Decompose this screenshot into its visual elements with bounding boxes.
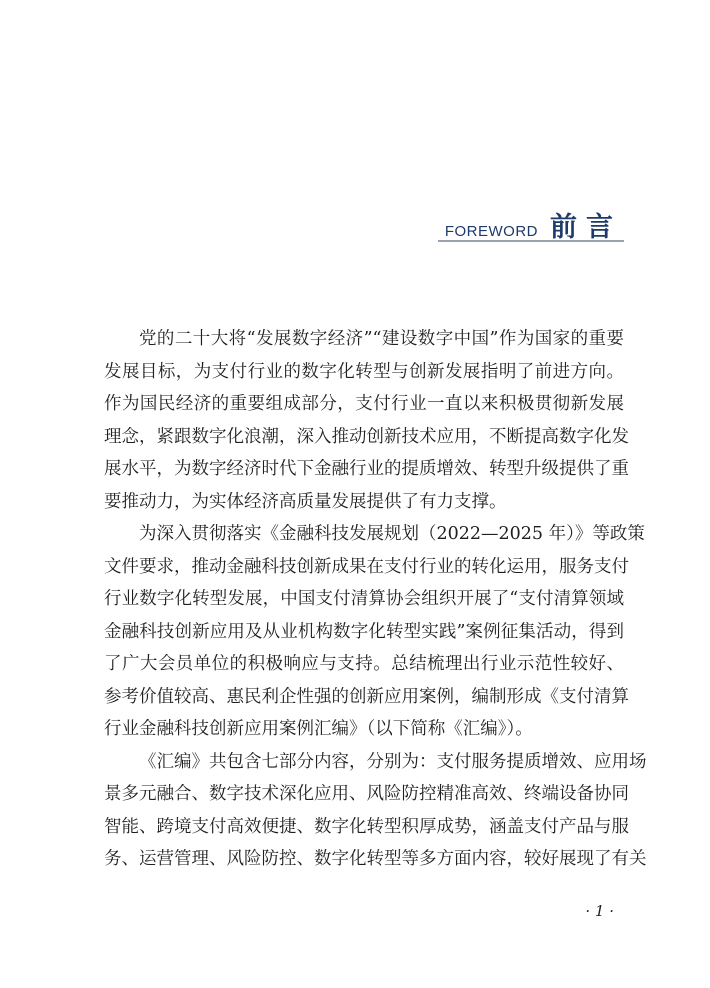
heading-english: FOREWORD — [444, 223, 538, 240]
text-line: 党的二十大将“发展数字经济”“建设数字中国”作为国家的重要 — [139, 329, 624, 349]
text-line: 作为国民经济的重要组成部分，支付行业一直以来积极贯彻新发展 — [104, 394, 624, 414]
section-heading — [445, 205, 622, 244]
paragraph-2 — [104, 518, 645, 746]
text-line: 行业数字化转型发展，中国支付清算协会组织开展了“支付清算领域 — [104, 589, 624, 609]
text-line: 为深入贯彻落实《金融科技发展规划（2022—2025 年）》等政策 — [139, 524, 645, 544]
text-line: 文件要求，推动金融科技创新成果在支付行业的转化运用，服务支付 — [104, 556, 629, 577]
page-number: · 1 · — [585, 902, 614, 920]
text-line: 要推动力，为实体经济高质量发展提供了有力支撑。 — [104, 491, 507, 512]
heading-chinese: 前言 — [550, 212, 622, 243]
text-line: 了广大会员单位的积极响应与支持。总结梳理出行业示范性较好、 — [104, 654, 624, 674]
text-line: 景多元融合、数字技术深化应用、风险防控精准高效、终端设备协同 — [104, 784, 629, 804]
text-line: 展水平，为数字经济时代下金融行业的提质增效、转型升级提供了重 — [104, 459, 629, 479]
text-line: 智能、跨境支付高效便捷、数字化转型积厚成势，涵盖支付产品与服 — [104, 816, 629, 837]
text-line: 发展目标，为支付行业的数字化转型与创新发展指明了前进方向。 — [104, 361, 624, 382]
paragraph-3 — [104, 746, 647, 876]
text-line: 金融科技创新应用及从业机构数字化转型实践”案例征集活动，得到 — [104, 621, 624, 642]
paragraph-1 — [104, 323, 629, 518]
text-line: 《汇编》共包含七部分内容，分别为：支付服务提质增效、应用场 — [139, 751, 647, 772]
text-line: 行业金融科技创新应用案例汇编》（以下简称《汇编》）。 — [104, 719, 533, 739]
text-line: 参考价值较高、惠民利企性强的创新应用案例，编制形成《支付清算 — [104, 686, 629, 707]
text-line: 理念，紧跟数字化浪潮，深入推动创新技术应用，不断提高数字化发 — [104, 426, 629, 447]
heading-underline — [438, 240, 624, 242]
body-text — [104, 323, 647, 876]
text-line: 务、运营管理、风险防控、数字化转型等多方面内容，较好展现了有关 — [104, 849, 647, 869]
